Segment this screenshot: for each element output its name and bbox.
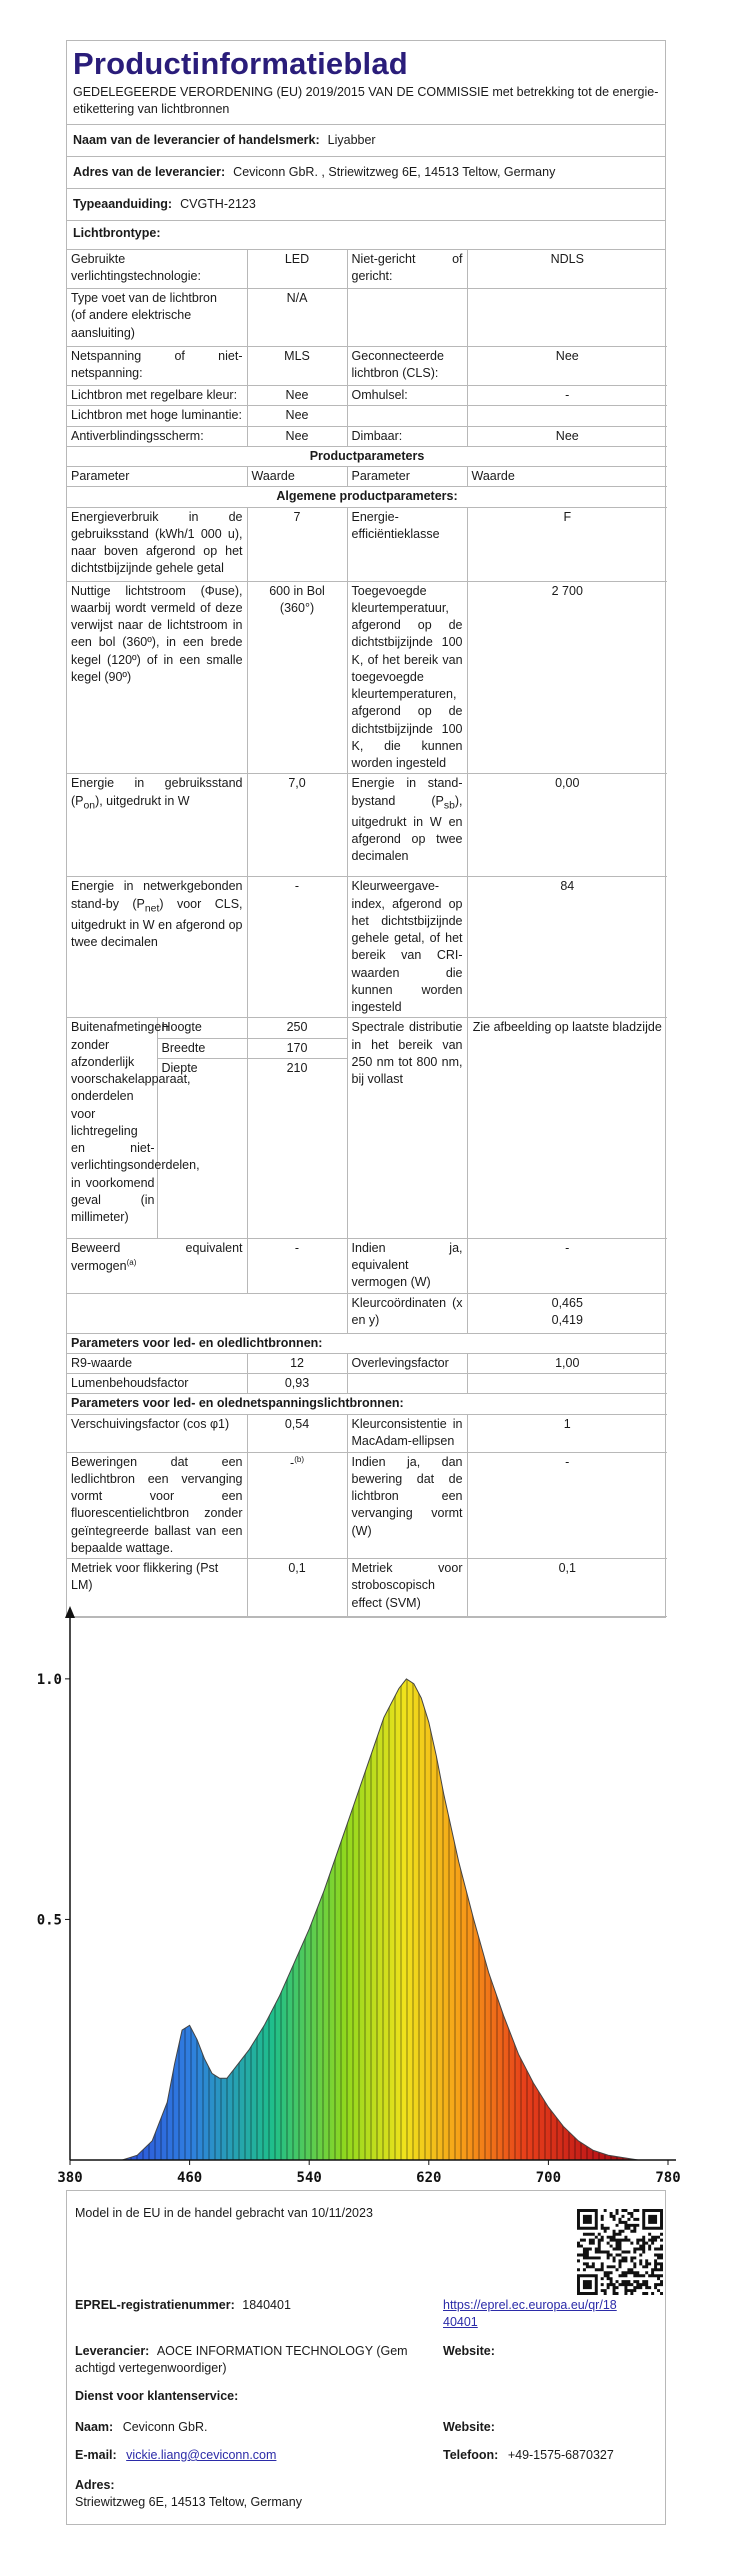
color-temperature-value: 2 700 — [467, 581, 667, 774]
equivalent-power-sup: (a) — [126, 1258, 137, 1268]
general-parameters-heading: Algemene productparameters: — [67, 487, 667, 507]
mains-value: MLS — [247, 347, 347, 386]
chromaticity-x: 0,465 — [551, 1295, 583, 1310]
phone-number: +49-1575-6870327 — [507, 2448, 614, 2462]
macadam-label: Kleurconsistentie in MacAdam-ellipsen — [347, 1414, 467, 1452]
table-row — [67, 1293, 667, 1333]
fluorescent-replacement-label: Beweringen dat een ledlichtbron een vervanging vormt voor een fluorescentielichtbron zonder geïntegreerde ballast van een bepaalde wattage. — [67, 1452, 247, 1559]
table-row — [67, 1353, 667, 1373]
spectrum-stripe-overlay — [70, 1650, 668, 2160]
energy-consumption-label: Energieverbruik in de gebruiksstand (kWh/1 000 u), naar boven afgerond op het dichtstbijzijnde gehele getal — [67, 507, 247, 581]
table-row — [67, 1374, 667, 1394]
dimmable-value: Nee — [467, 426, 667, 446]
stroboscopic-metric-label: Metriek voor stroboscopisch effect (SVM) — [347, 1559, 467, 1617]
service-heading-text: Dienst voor klantenservice: — [75, 2389, 239, 2403]
address-label: Adres: — [75, 2478, 115, 2492]
table-row — [67, 1452, 667, 1559]
eprel-url-line1: https://eprel.ec.europa.eu/qr/18 — [443, 2298, 617, 2312]
product-parameters-heading: Productparameters — [67, 446, 667, 466]
column-header-parameter: Parameter — [67, 467, 247, 487]
eprel-link[interactable] — [443, 2298, 617, 2329]
dimensions-label: Buitenafmetingen zonder afzonderlijk voorschakelapparaat, onderdelen voor lichtregeling en niet-verlichtingsonderdelen, in voorkomend geval (in millimeter) — [67, 1018, 157, 1239]
table-row — [67, 507, 667, 581]
lumen-maintenance-label: Lumenbehoudsfactor — [67, 1374, 247, 1394]
eprel-url — [443, 2297, 617, 2331]
envelope-label: Omhulsel: — [347, 386, 467, 406]
energy-class-label: Energie-efficiëntieklasse — [347, 507, 467, 581]
website-label: Website: — [443, 2344, 495, 2358]
service-name: Ceviconn GbR. — [122, 2420, 208, 2434]
table-row — [67, 1018, 667, 1038]
y-tick-label: 1.0 — [36, 1671, 62, 1688]
equivalent-power-label-text: Beweerd equivalent vermogen — [71, 1240, 243, 1274]
chromaticity-value — [467, 1293, 667, 1333]
survival-factor-label: Overlevingsfactor — [347, 1353, 467, 1373]
replacement-claim-label: Indien ja, dan bewering dat de lichtbron een vervanging vormt (W) — [347, 1452, 467, 1559]
cri-label: Kleurweergave-index, afgerond op het dichtstbijzijnde gehele getal, of het bereik van CRI-waarden die kunnen worden ingesteld — [347, 877, 467, 1018]
phone-label: Telefoon: — [443, 2448, 499, 2462]
fluorescent-replacement-sup: (b) — [294, 1454, 304, 1464]
supplier-name-row — [67, 125, 665, 157]
fluorescent-replacement-dash: - — [290, 1455, 295, 1470]
macadam-value: 1 — [467, 1414, 667, 1452]
useful-flux-label: Nuttige lichtstroom (Φuse), waarbij wordt vermeld of deze verwijst naar de lichtstroom in een bol (360º), in een brede kegel (120º) of in een smalle kegel (90º) — [67, 581, 247, 774]
chromaticity-label: Kleurcoördinaten (x en y) — [347, 1293, 467, 1333]
standby-power-label-b: ), uitgedrukt in W en afgerond op twee decimalen — [351, 793, 463, 864]
y-tick-label: 0.5 — [36, 1912, 62, 1929]
model-identifier: CVGTH-2123 — [180, 197, 256, 212]
footer-panel — [66, 2190, 666, 2525]
x-tick-label: 620 — [416, 2170, 442, 2186]
table-row — [67, 250, 667, 289]
website-row — [443, 2343, 495, 2360]
table-row — [67, 406, 667, 426]
supplier-row — [75, 2343, 408, 2377]
led-mains-parameters-heading: Parameters voor led- en olednetspanningslichtbronnen: — [67, 1394, 667, 1414]
cap-label — [67, 289, 247, 347]
blank-cell — [467, 406, 667, 426]
tunable-label: Lichtbron met regelbare kleur: — [67, 386, 247, 406]
cap-label-line1: Type voet van de lichtbron — [71, 291, 217, 306]
supplier-address-row — [67, 157, 665, 189]
table-row — [67, 386, 667, 406]
equivalent-power-label — [67, 1238, 247, 1293]
standby-power-label — [347, 774, 467, 877]
parameters-table — [67, 250, 667, 1618]
service-heading — [75, 2388, 238, 2405]
on-mode-power-label-b: ), uitgedrukt in W — [95, 793, 190, 808]
directional-label: Niet-gericht of gericht: — [347, 250, 467, 289]
spectral-distribution-value: Zie afbeelding op laatste bladzijde — [467, 1018, 667, 1239]
networked-standby-label — [67, 877, 247, 1018]
standby-power-sub: sb — [443, 800, 455, 812]
table-row — [67, 446, 667, 466]
spectral-distribution-label: Spectrale distributie in het bereik van 250 nm tot 800 nm, bij vollast — [347, 1018, 467, 1239]
service-website-row — [443, 2419, 495, 2436]
width-label: Breedte — [157, 1038, 247, 1058]
chromaticity-y: 0,419 — [551, 1312, 583, 1327]
email-label: E-mail: — [75, 2448, 117, 2462]
eprel-url-line2: 40401 — [443, 2314, 478, 2329]
networked-standby-sub: net — [144, 903, 160, 915]
product-information-sheet — [66, 40, 666, 1618]
x-tick-label: 380 — [57, 2170, 83, 2186]
flicker-metric-value: 0,1 — [247, 1559, 347, 1617]
led-parameters-heading: Parameters voor led- en oledlichtbronnen: — [67, 1333, 667, 1353]
blank-cell — [467, 1374, 667, 1394]
supplier-name: Liyabber — [327, 132, 376, 147]
useful-flux-value: 600 in Bol (360°) — [247, 581, 347, 774]
height-value: 250 — [247, 1018, 347, 1038]
service-website-label: Website: — [443, 2420, 495, 2434]
table-row — [67, 426, 667, 446]
width-value: 170 — [247, 1038, 347, 1058]
on-mode-power-label-a: Energie in gebruiksstand (P — [71, 776, 243, 808]
table-row — [67, 487, 667, 507]
table-row — [67, 347, 667, 386]
color-temperature-label: Toegevoegde kleurtemperatuur, afgerond op de dichtstbijzijnde 100 K, of het bereik van toegevoegde kleurtemperaturen, afgerond op de dichtstbijzijnde 100 K, die kunnen worden ingesteld — [347, 581, 467, 774]
antiglare-label: Antiverblindingsscherm: — [67, 426, 247, 446]
eprel-number: 1840401 — [242, 2298, 291, 2312]
column-header-value: Waarde — [467, 467, 667, 487]
cls-value: Nee — [467, 347, 667, 386]
table-row — [67, 1414, 667, 1452]
address-row — [75, 2477, 302, 2511]
tech-label: Gebruikte verlichtingstechnologie: — [67, 250, 247, 289]
survival-factor-value: 1,00 — [467, 1353, 667, 1373]
placed-on-market: Model in de EU in de handel gebracht van 10/11/2023 — [75, 2206, 373, 2220]
lightsource-heading-row — [67, 221, 665, 249]
model-label: Typeaanduiding: — [73, 197, 173, 212]
flicker-metric-label: Metriek voor flikkering (Pst LM) — [67, 1559, 247, 1617]
dimmable-label: Dimbaar: — [347, 426, 467, 446]
high-luminance-label: Lichtbron met hoge luminantie: — [67, 406, 247, 426]
service-name-row — [75, 2419, 207, 2436]
fluorescent-replacement-value — [247, 1452, 347, 1559]
equivalent-power-value: - — [247, 1238, 347, 1293]
supplier-address: Ceviconn GbR. , Striewitzweg 6E, 14513 Teltow, Germany — [233, 164, 556, 179]
tech-value: LED — [247, 250, 347, 289]
supplier-name-1: AOCE INFORMATION TECHNOLOGY (Gem — [156, 2344, 408, 2358]
on-mode-power-sub: on — [83, 800, 96, 812]
spectral-distribution-chart — [36, 1600, 692, 2190]
r9-value: 12 — [247, 1353, 347, 1373]
service-name-label: Naam: — [75, 2420, 114, 2434]
power-factor-label: Verschuivingsfactor (cos φ1) — [67, 1414, 247, 1452]
supplier-name-label: Naam van de leverancier of handelsmerk: — [73, 132, 320, 147]
spectral-chart-svg — [36, 1600, 692, 2190]
on-mode-power-value: 7,0 — [247, 774, 347, 877]
standby-power-label-a: Energie in stand-bystand (P — [351, 776, 463, 808]
blank-cell — [67, 1293, 347, 1333]
eprel-label: EPREL-registratienummer: — [75, 2298, 235, 2312]
on-mode-power-label — [67, 774, 247, 877]
supplier-address-label: Adres van de leverancier: — [73, 164, 226, 179]
table-row — [67, 774, 667, 877]
tunable-value: Nee — [247, 386, 347, 406]
antiglare-value: Nee — [247, 426, 347, 446]
model-row — [67, 189, 665, 221]
column-header-value: Waarde — [247, 467, 347, 487]
table-row — [67, 581, 667, 774]
eprel-row — [75, 2297, 291, 2314]
regulation-subtitle: GEDELEGEERDE VERORDENING (EU) 2019/2015 VAN DE COMMISSIE met betrekking tot de energie-etikettering van lichtbronnen — [73, 85, 659, 117]
x-tick-label: 780 — [655, 2170, 681, 2186]
x-tick-label: 460 — [176, 2170, 203, 2186]
column-header-parameter: Parameter — [347, 467, 467, 487]
table-row — [67, 877, 667, 1018]
replacement-claim-value: - — [467, 1452, 667, 1559]
mains-label: Netspanning of niet-netspanning: — [67, 347, 247, 386]
power-factor-value: 0,54 — [247, 1414, 347, 1452]
spectrum-fill-group — [70, 1650, 668, 2160]
equivalent-watt-label: Indien ja, equivalent vermogen (W) — [347, 1238, 467, 1293]
stroboscopic-metric-value: 0,1 — [467, 1559, 667, 1617]
energy-consumption-value: 7 — [247, 507, 347, 581]
directional-value: NDLS — [467, 250, 667, 289]
supplier-name-2: achtigd vertegenwoordiger) — [75, 2360, 227, 2375]
lumen-maintenance-value: 0,93 — [247, 1374, 347, 1394]
networked-standby-label-b: ) voor CLS, uitgedrukt in W en afgerond op twee decimalen — [71, 896, 243, 949]
equivalent-watt-value: - — [467, 1238, 667, 1293]
energy-class-value: F — [467, 507, 667, 581]
blank-cell — [347, 289, 467, 347]
email-link[interactable]: vickie.liang@ceviconn.com — [126, 2448, 277, 2462]
email-row — [75, 2447, 276, 2464]
networked-standby-value: - — [247, 877, 347, 1018]
x-tick-label: 700 — [535, 2170, 562, 2186]
table-row — [67, 289, 667, 347]
high-luminance-value: Nee — [247, 406, 347, 426]
table-row — [67, 467, 667, 487]
qr-code-icon[interactable] — [577, 2209, 663, 2295]
cri-value: 84 — [467, 877, 667, 1018]
table-row — [67, 1333, 667, 1353]
standby-power-value: 0,00 — [467, 774, 667, 877]
cap-label-line2: (of andere elektrische aansluiting) — [71, 308, 192, 340]
y-axis-arrow — [65, 1606, 75, 1618]
table-row — [67, 1238, 667, 1293]
blank-cell — [347, 406, 467, 426]
phone-row — [443, 2447, 614, 2464]
envelope-value: - — [467, 386, 667, 406]
blank-cell — [347, 1374, 467, 1394]
address-value: Striewitzweg 6E, 14513 Teltow, Germany — [75, 2494, 302, 2509]
r9-label: R9-waarde — [67, 1353, 247, 1373]
page-title: Productinformatieblad — [73, 46, 408, 81]
cls-label: Geconnecteerde lichtbron (CLS): — [347, 347, 467, 386]
height-label: Hoogte — [157, 1018, 247, 1038]
x-tick-label: 540 — [296, 2170, 322, 2186]
depth-value: 210 — [247, 1058, 347, 1238]
blank-cell — [467, 289, 667, 347]
supplier-label: Leverancier: — [75, 2344, 150, 2358]
title-block — [67, 41, 665, 125]
cap-value: N/A — [247, 289, 347, 347]
table-row — [67, 1394, 667, 1414]
depth-label: Diepte — [157, 1058, 247, 1238]
lightsource-heading: Lichtbrontype: — [73, 226, 161, 241]
networked-standby-label-a: Energie in netwerkgebonden stand-by (P — [71, 879, 243, 911]
